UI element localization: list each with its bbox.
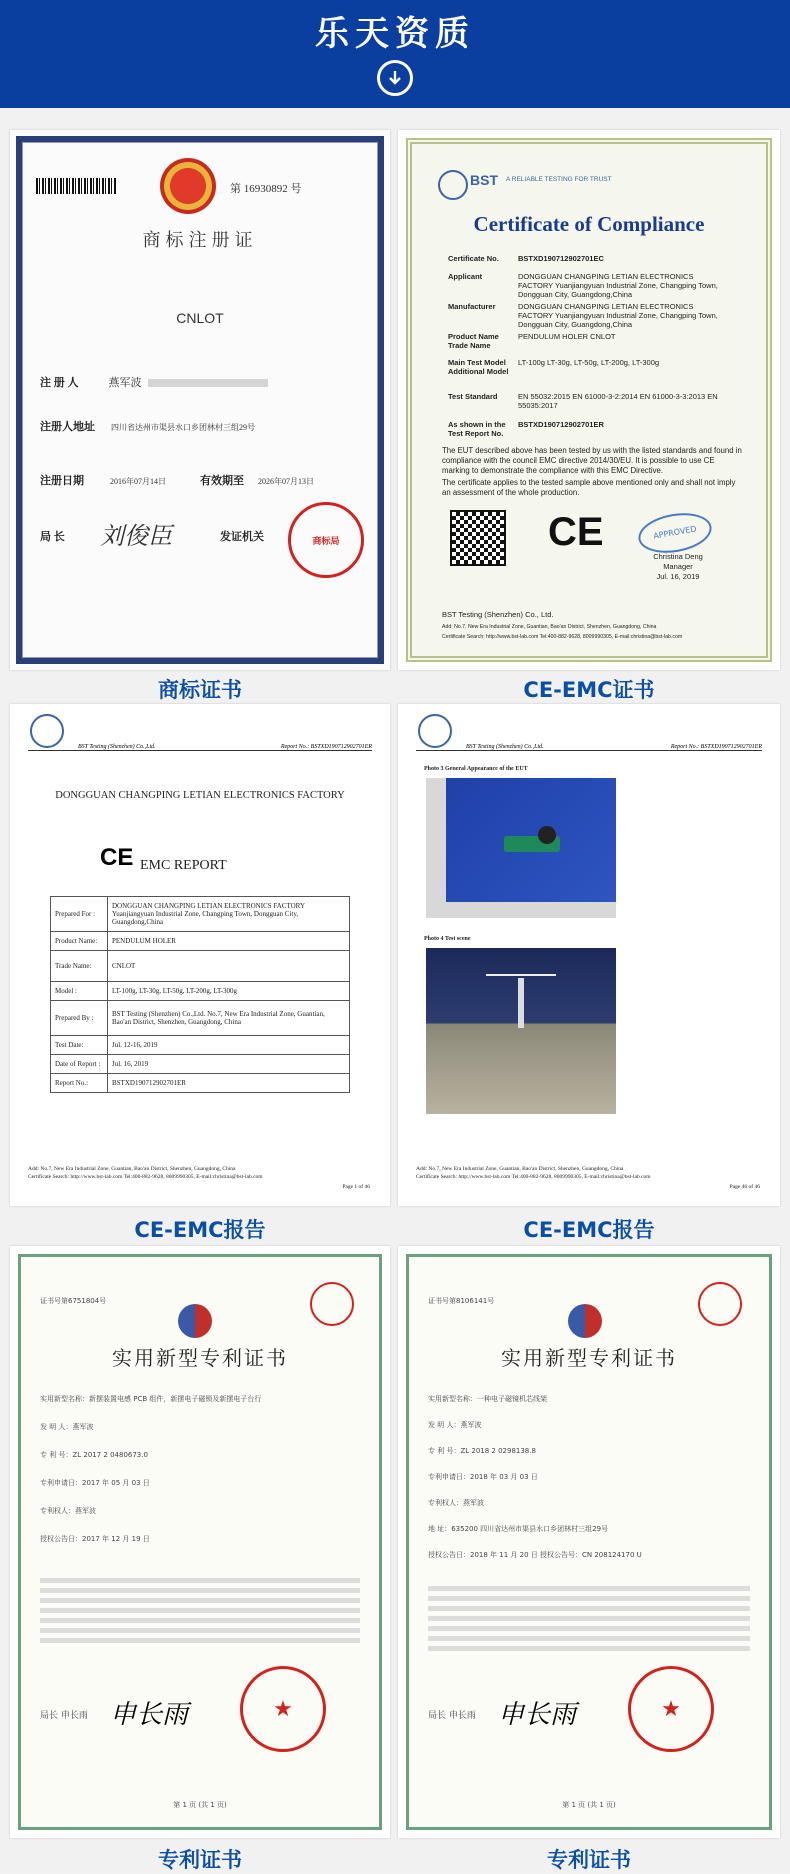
report-page-number: Page 1 of 46 xyxy=(342,1184,370,1190)
patent-cert-no: 证书号第6751804号 xyxy=(40,1297,107,1305)
section-title: 乐天资质 xyxy=(315,14,475,54)
field-manufacturer xyxy=(448,302,718,329)
patent-field: 发 明 人：燕军波 xyxy=(428,1421,482,1429)
patent-office-stamp xyxy=(698,1282,742,1326)
patent-logo-icon xyxy=(178,1304,212,1338)
report-info-label: Report No.: xyxy=(51,1074,108,1093)
report-info-row xyxy=(51,1001,350,1036)
test-scene-photo xyxy=(426,948,616,1114)
field-value: BSTXD190712902701EC xyxy=(518,254,604,263)
address-value: 四川省达州市渠县水口乡团林村三组29号 xyxy=(111,423,255,432)
report-info-label: Date of Report : xyxy=(51,1055,108,1074)
patent-field: 实用新型名称：新摆装置电感 PCB 组件，新摆电子磁锁及新摆电子台行 xyxy=(40,1395,262,1403)
registration-date: 2016年07月14日 xyxy=(110,477,166,486)
report-info-row xyxy=(51,982,350,1001)
report-info-value: Jul. 16, 2019 xyxy=(108,1055,350,1074)
factory-name: DONGGUAN CHANGPING LETIAN ELECTRONICS FACTORY xyxy=(55,790,345,801)
certificate-title: 实用新型专利证书 xyxy=(501,1346,677,1370)
report-info-label: Trade Name: xyxy=(51,951,108,982)
field-label: Manufacturer xyxy=(448,302,496,311)
emc-report-cover[interactable] xyxy=(10,704,390,1206)
ce-emc-certificate[interactable] xyxy=(398,130,780,670)
bst-logo-text: BST xyxy=(470,172,498,188)
report-info-value: CNLOT xyxy=(108,951,350,982)
trademark-mark: CNLOT xyxy=(176,310,224,326)
cert-no-label: 第 xyxy=(230,183,241,195)
report-footer-search: Certificate Search: http://www.bst-lab.com Tel:400-882-9628, 8009990305, E-mail:christina@bst-lab.com xyxy=(28,1174,263,1180)
qr-code-icon xyxy=(450,510,506,566)
valid-until: 2026年07月13日 xyxy=(258,477,314,486)
report-page-number: Page 46 of 46 xyxy=(729,1184,760,1190)
trademark-certificate[interactable] xyxy=(10,130,390,670)
report-info-label: Prepared By : xyxy=(51,1001,108,1036)
report-info-table xyxy=(50,896,350,1093)
photo-3-caption: Photo 3 General Appearance of the EUT xyxy=(424,766,528,772)
signer-name: Christina Deng xyxy=(653,552,703,561)
cert-no: 16930892 xyxy=(243,183,288,195)
director-signature: 刘俊臣 xyxy=(100,522,172,550)
director-signature: 申长雨 xyxy=(110,1700,189,1730)
header-report-no: Report No.: BSTXD190712902701ER xyxy=(280,744,372,750)
company-name: BST Testing (Shenzhen) Co., Ltd. xyxy=(442,610,554,619)
trademark-office-seal xyxy=(288,502,364,578)
issuer-label: 发证机关 xyxy=(220,531,264,543)
patent-field: 专利权人：燕军波 xyxy=(40,1507,96,1515)
registrant-value: 燕军波 xyxy=(108,377,142,389)
registrant-label: 注 册 人 xyxy=(40,377,79,389)
report-header xyxy=(416,744,762,751)
field-label: Main Test Model Additional Model xyxy=(448,358,509,376)
header-company: BST Testing (Shenzhen) Co.,Ltd. xyxy=(466,744,544,750)
patent-logo-icon xyxy=(568,1304,602,1338)
report-info-row xyxy=(51,897,350,932)
report-title: EMC REPORT xyxy=(140,858,227,873)
bst-tagline: A RELIABLE TESTING FOR TRUST xyxy=(506,176,612,183)
field-report-no xyxy=(448,420,718,438)
certificate-title: Certificate of Compliance xyxy=(473,212,705,236)
seal-text: 商标局 xyxy=(312,536,340,547)
patent-certificate-2[interactable] xyxy=(398,1246,780,1838)
valid-until-label: 有效期至 xyxy=(200,475,244,487)
patent-field: 授权公告日：2017 年 12 月 19 日 xyxy=(40,1535,150,1543)
bst-logo-icon xyxy=(418,714,452,748)
certificate-search: Certificate Search: http://www.bst-lab.com Tel:400-882-9628, 8009990305, E-mail:christina@bst-lab.com xyxy=(442,634,683,640)
national-ip-office-seal: ★ xyxy=(628,1666,714,1752)
address-label: 注册人地址 xyxy=(40,421,95,433)
field-models xyxy=(448,358,718,376)
caption-patent-1: 专利证书 xyxy=(158,1848,242,1872)
report-info-label: Product Name: xyxy=(51,932,108,951)
scope-paragraph: The certificate applies to the tested sample above mentioned only and shall not imply an assessment of the whole production. xyxy=(442,478,736,497)
patent-page-number: 第 1 页 (共 1 页) xyxy=(562,1801,616,1809)
patent-cert-no: 证书号第8106141号 xyxy=(428,1297,495,1305)
director-name: 局长 申长雨 xyxy=(428,1711,476,1721)
emc-report-photos[interactable] xyxy=(398,704,780,1206)
report-footer-address: Add: No.7, New Era Industrial Zone, Guantian, Bao'an District, Shenzhen, Guangdong, China xyxy=(28,1166,236,1172)
field-value: LT-100g LT-30g, LT-50g, LT-200g, LT-300g xyxy=(518,358,660,367)
patent-field: 发 明 人：燕军波 xyxy=(40,1423,94,1431)
field-standards xyxy=(448,392,718,410)
patent-page-number: 第 1 页 (共 1 页) xyxy=(173,1801,227,1809)
director-label: 局 长 xyxy=(40,531,65,543)
director-signature: 申长雨 xyxy=(498,1700,577,1730)
field-certificate-no xyxy=(448,254,718,263)
approved-stamp: APPROVED xyxy=(635,508,714,558)
photo-4-caption: Photo 4 Test scene xyxy=(424,936,471,942)
ce-mark-icon: CE xyxy=(548,510,604,554)
field-value: EN 55032:2015 EN 61000-3-2:2014 EN 61000-3-3:2013 EN 55035:2017 xyxy=(518,392,718,410)
field-value: PENDULUM HOLER CNLOT xyxy=(518,332,616,341)
caption-patent-2: 专利证书 xyxy=(547,1848,631,1872)
field-value: DONGGUAN CHANGPING LETIAN ELECTRONICS FACTORY Yuanjiangyuan Industrial Zone, Changping Town, Dongguan City, Guangdong,China xyxy=(518,272,718,299)
director-name: 局长 申长雨 xyxy=(40,1711,88,1721)
patent-field: 专利申请日：2018 年 03 月 03 日 xyxy=(428,1473,538,1481)
patent-field: 专 利 号：ZL 2017 2 0480673.0 xyxy=(40,1451,148,1459)
field-label: Certificate No. xyxy=(448,254,499,263)
sign-date: Jul. 16, 2019 xyxy=(656,572,700,581)
report-info-row xyxy=(51,1074,350,1093)
national-emblem-icon xyxy=(160,158,216,214)
patent-body-text xyxy=(40,1578,360,1648)
report-info-row xyxy=(51,1055,350,1074)
section-header xyxy=(0,0,790,108)
report-info-label: Prepared For : xyxy=(51,897,108,932)
cert-no-suffix: 号 xyxy=(290,183,302,195)
compliance-paragraph: The EUT described above has been tested by us with the listed standards and found in compliance with the council EMC directive 2014/30/EU. It is possible to use CE marking to demonstrate the compliance with this EMC Directive. xyxy=(442,446,742,475)
bst-logo-icon xyxy=(438,170,468,200)
report-info-label: Test Date: xyxy=(51,1036,108,1055)
header-company: BST Testing (Shenzhen) Co.,Ltd. xyxy=(78,744,156,750)
patent-field: 专 利 号：ZL 2018 2 0298138.8 xyxy=(428,1447,536,1455)
ce-mark-icon: CE xyxy=(100,844,134,871)
field-label: Test Standard xyxy=(448,392,498,401)
field-label: Product Name Trade Name xyxy=(448,332,499,350)
caption-emc-report-2: CE-EMC报告 xyxy=(523,1218,655,1242)
caption-trademark: 商标证书 xyxy=(158,678,242,702)
field-value: DONGGUAN CHANGPING LETIAN ELECTRONICS FACTORY Yuanjiangyuan Industrial Zone, Changping Town, Dongguan City, Guangdong,China xyxy=(518,302,718,329)
eut-photo xyxy=(426,778,616,918)
field-product xyxy=(448,332,718,350)
certificate-border xyxy=(406,1254,772,1830)
report-info-row xyxy=(51,1036,350,1055)
field-applicant xyxy=(448,272,718,299)
certificate-title: 商标注册证 xyxy=(142,230,258,251)
report-info-value: BSTXD190712902701ER xyxy=(108,1074,350,1093)
field-value: BSTXD190712902701ER xyxy=(518,420,604,429)
report-info-value: DONGGUAN CHANGPING LETIAN ELECTRONICS FACTORY Yuanjiangyuan Industrial Zone, Changping Town, Dongguan City, Guangdong,China xyxy=(108,897,350,932)
report-info-value: BST Testing (Shenzhen) Co.,Ltd. No.7, New Era Industrial Zone, Guantian, Bao'an District, Shenzhen, Guangdong, China xyxy=(108,1001,350,1036)
patent-field: 实用新型名称：一种电子磁镜机芯线架 xyxy=(428,1395,547,1403)
patent-field: 专利权人：燕军波 xyxy=(428,1499,484,1507)
redacted-block xyxy=(148,379,268,387)
report-info-row xyxy=(51,932,350,951)
report-info-row xyxy=(51,951,350,982)
report-info-value: PENDULUM HOLER xyxy=(108,932,350,951)
circle-arrow-down-icon xyxy=(377,60,413,96)
bst-logo-icon xyxy=(30,714,64,748)
report-header xyxy=(28,744,372,751)
field-label: Applicant xyxy=(448,272,483,281)
patent-field: 授权公告日：2018 年 11 月 20 日 授权公告号：CN 208124170 U xyxy=(428,1551,642,1559)
report-info-label: Model : xyxy=(51,982,108,1001)
barcode xyxy=(36,178,116,194)
report-footer-search: Certificate Search: http://www.bst-lab.com Tel:400-882-9628, 8009990305, E-mail:christina@bst-lab.com xyxy=(416,1174,651,1180)
national-ip-office-seal: ★ xyxy=(240,1666,326,1752)
header-report-no: Report No.: BSTXD190712902701ER xyxy=(670,744,762,750)
caption-emc-report-1: CE-EMC报告 xyxy=(134,1218,266,1242)
patent-body-text xyxy=(428,1586,750,1656)
patent-certificate-1[interactable] xyxy=(10,1246,390,1838)
report-footer-address: Add: No.7, New Era Industrial Zone, Guantian, Bao'an District, Shenzhen, Guangdong, China xyxy=(416,1166,624,1172)
signer-title: Manager xyxy=(663,562,693,571)
report-info-value: Jul. 12-16, 2019 xyxy=(108,1036,350,1055)
patent-field: 专利申请日：2017 年 05 月 03 日 xyxy=(40,1479,150,1487)
company-address: Add: No.7, New Era Industrial Zone, Guantian, Bao'an District, Shenzhen, Guangdong, China xyxy=(442,624,657,630)
field-label: As shown in the Test Report No. xyxy=(448,420,506,438)
patent-office-stamp xyxy=(310,1282,354,1326)
report-info-value: LT-100g, LT-30g, LT-50g, LT-200g, LT-300g xyxy=(108,982,350,1001)
registration-date-label: 注册日期 xyxy=(40,475,84,487)
patent-field: 地 址：635200 四川省达州市渠县水口乡团林村三组29号 xyxy=(428,1525,609,1533)
certificate-title: 实用新型专利证书 xyxy=(112,1346,288,1370)
caption-ce-certificate: CE-EMC证书 xyxy=(523,678,655,702)
